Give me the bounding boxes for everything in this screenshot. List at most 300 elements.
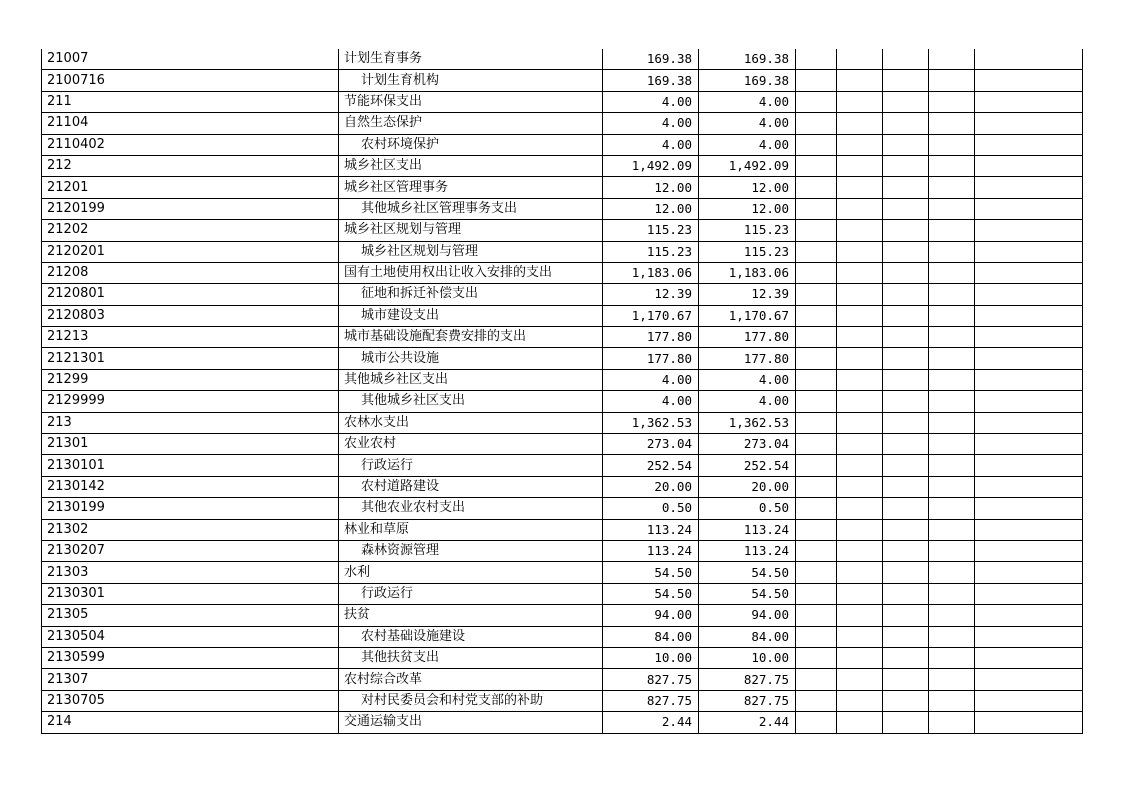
empty-cell (837, 476, 883, 497)
subject-code-cell: 2130705 (42, 690, 339, 711)
empty-cell (837, 669, 883, 690)
empty-cell (796, 412, 837, 433)
table-row (42, 434, 1083, 455)
empty-cell (796, 241, 837, 262)
subject-name-cell: 国有土地使用权出让收入安排的支出 (339, 262, 603, 283)
empty-cell (929, 241, 975, 262)
empty-cell (883, 348, 929, 369)
subject-name-cell: 农村综合改革 (339, 669, 603, 690)
table-row (42, 262, 1083, 283)
empty-cell (883, 155, 929, 176)
subject-code-cell: 2130207 (42, 540, 339, 561)
subject-name-cell: 林业和草原 (339, 519, 603, 540)
subject-code-cell: 2100716 (42, 70, 339, 91)
empty-cell (837, 369, 883, 390)
empty-cell (929, 498, 975, 519)
empty-cell (883, 669, 929, 690)
empty-cell (796, 562, 837, 583)
amount-cell: 0.50 (699, 498, 796, 519)
total-amount-cell: 827.75 (603, 690, 699, 711)
empty-cell (837, 220, 883, 241)
empty-cell (975, 348, 1083, 369)
empty-cell (975, 647, 1083, 668)
empty-cell (929, 712, 975, 733)
amount-cell: 20.00 (699, 476, 796, 497)
subject-code-cell: 21305 (42, 605, 339, 626)
subject-name-cell: 其他扶贫支出 (339, 647, 603, 668)
empty-cell (837, 434, 883, 455)
empty-cell (929, 669, 975, 690)
total-amount-cell: 20.00 (603, 476, 699, 497)
empty-cell (975, 113, 1083, 134)
empty-cell (837, 412, 883, 433)
empty-cell (837, 241, 883, 262)
empty-cell (929, 605, 975, 626)
amount-cell: 169.38 (699, 49, 796, 70)
amount-cell: 115.23 (699, 241, 796, 262)
empty-cell (837, 348, 883, 369)
empty-cell (929, 540, 975, 561)
total-amount-cell: 1,362.53 (603, 412, 699, 433)
empty-cell (796, 391, 837, 412)
empty-cell (883, 220, 929, 241)
empty-cell (929, 391, 975, 412)
empty-cell (837, 70, 883, 91)
empty-cell (975, 669, 1083, 690)
subject-code-cell: 2121301 (42, 348, 339, 369)
empty-cell (837, 605, 883, 626)
subject-code-cell: 214 (42, 712, 339, 733)
subject-name-cell: 计划生育事务 (339, 49, 603, 70)
empty-cell (883, 241, 929, 262)
empty-cell (883, 540, 929, 561)
empty-cell (883, 327, 929, 348)
empty-cell (975, 690, 1083, 711)
subject-name-cell: 其他城乡社区管理事务支出 (339, 198, 603, 219)
empty-cell (837, 562, 883, 583)
subject-code-cell: 2130599 (42, 647, 339, 668)
amount-cell: 177.80 (699, 348, 796, 369)
table-row (42, 49, 1083, 70)
empty-cell (883, 391, 929, 412)
empty-cell (883, 562, 929, 583)
subject-code-cell: 21201 (42, 177, 339, 198)
amount-cell: 273.04 (699, 434, 796, 455)
subject-name-cell: 其他农业农村支出 (339, 498, 603, 519)
empty-cell (929, 348, 975, 369)
empty-cell (796, 134, 837, 155)
total-amount-cell: 0.50 (603, 498, 699, 519)
subject-name-cell: 自然生态保护 (339, 113, 603, 134)
empty-cell (929, 70, 975, 91)
subject-code-cell: 2120803 (42, 305, 339, 326)
subject-name-cell: 其他城乡社区支出 (339, 391, 603, 412)
amount-cell: 54.50 (699, 583, 796, 604)
empty-cell (837, 262, 883, 283)
subject-name-cell: 城市建设支出 (339, 305, 603, 326)
empty-cell (929, 327, 975, 348)
empty-cell (796, 519, 837, 540)
empty-cell (929, 519, 975, 540)
empty-cell (883, 412, 929, 433)
total-amount-cell: 115.23 (603, 220, 699, 241)
amount-cell: 54.50 (699, 562, 796, 583)
amount-cell: 115.23 (699, 220, 796, 241)
total-amount-cell: 1,170.67 (603, 305, 699, 326)
empty-cell (929, 455, 975, 476)
empty-cell (796, 690, 837, 711)
empty-cell (929, 369, 975, 390)
subject-code-cell: 21208 (42, 262, 339, 283)
subject-name-cell: 农林水支出 (339, 412, 603, 433)
table-row (42, 712, 1083, 733)
subject-code-cell: 2120199 (42, 198, 339, 219)
empty-cell (837, 134, 883, 155)
amount-cell: 827.75 (699, 690, 796, 711)
amount-cell: 827.75 (699, 669, 796, 690)
empty-cell (975, 134, 1083, 155)
empty-cell (975, 605, 1083, 626)
subject-code-cell: 21307 (42, 669, 339, 690)
amount-cell: 12.39 (699, 284, 796, 305)
empty-cell (796, 476, 837, 497)
amount-cell: 4.00 (699, 369, 796, 390)
budget-table-page (41, 49, 1083, 734)
amount-cell: 12.00 (699, 198, 796, 219)
subject-name-cell: 交通运输支出 (339, 712, 603, 733)
table-row (42, 605, 1083, 626)
amount-cell: 252.54 (699, 455, 796, 476)
empty-cell (975, 177, 1083, 198)
table-row (42, 177, 1083, 198)
total-amount-cell: 113.24 (603, 540, 699, 561)
total-amount-cell: 4.00 (603, 113, 699, 134)
empty-cell (929, 647, 975, 668)
amount-cell: 1,492.09 (699, 155, 796, 176)
subject-code-cell: 21303 (42, 562, 339, 583)
empty-cell (796, 669, 837, 690)
empty-cell (883, 177, 929, 198)
amount-cell: 4.00 (699, 134, 796, 155)
empty-cell (883, 690, 929, 711)
empty-cell (883, 605, 929, 626)
empty-cell (837, 284, 883, 305)
amount-cell: 4.00 (699, 113, 796, 134)
subject-name-cell: 农村道路建设 (339, 476, 603, 497)
table-row (42, 669, 1083, 690)
empty-cell (975, 434, 1083, 455)
total-amount-cell: 12.39 (603, 284, 699, 305)
table-row (42, 198, 1083, 219)
empty-cell (883, 91, 929, 112)
subject-name-cell: 森林资源管理 (339, 540, 603, 561)
empty-cell (837, 690, 883, 711)
empty-cell (837, 583, 883, 604)
table-row (42, 113, 1083, 134)
total-amount-cell: 169.38 (603, 70, 699, 91)
subject-code-cell: 2130142 (42, 476, 339, 497)
empty-cell (929, 49, 975, 70)
empty-cell (929, 305, 975, 326)
table-row (42, 369, 1083, 390)
table-row (42, 626, 1083, 647)
table-row (42, 284, 1083, 305)
subject-code-cell: 21302 (42, 519, 339, 540)
empty-cell (975, 49, 1083, 70)
empty-cell (796, 177, 837, 198)
empty-cell (929, 134, 975, 155)
table-row (42, 391, 1083, 412)
total-amount-cell: 84.00 (603, 626, 699, 647)
amount-cell: 113.24 (699, 540, 796, 561)
subject-code-cell: 2130199 (42, 498, 339, 519)
empty-cell (796, 70, 837, 91)
empty-cell (837, 49, 883, 70)
empty-cell (975, 712, 1083, 733)
subject-code-cell: 2130504 (42, 626, 339, 647)
total-amount-cell: 113.24 (603, 519, 699, 540)
total-amount-cell: 177.80 (603, 327, 699, 348)
subject-name-cell: 对村民委员会和村党支部的补助 (339, 690, 603, 711)
subject-name-cell: 农业农村 (339, 434, 603, 455)
subject-code-cell: 21301 (42, 434, 339, 455)
amount-cell: 4.00 (699, 91, 796, 112)
empty-cell (975, 198, 1083, 219)
table-row (42, 540, 1083, 561)
subject-code-cell: 21299 (42, 369, 339, 390)
empty-cell (929, 690, 975, 711)
total-amount-cell: 4.00 (603, 91, 699, 112)
table-row (42, 519, 1083, 540)
amount-cell: 12.00 (699, 177, 796, 198)
total-amount-cell: 115.23 (603, 241, 699, 262)
total-amount-cell: 177.80 (603, 348, 699, 369)
empty-cell (837, 198, 883, 219)
empty-cell (796, 49, 837, 70)
table-row (42, 155, 1083, 176)
total-amount-cell: 169.38 (603, 49, 699, 70)
empty-cell (975, 391, 1083, 412)
empty-cell (929, 91, 975, 112)
empty-cell (975, 327, 1083, 348)
empty-cell (883, 49, 929, 70)
subject-name-cell: 城市基础设施配套费安排的支出 (339, 327, 603, 348)
table-row (42, 327, 1083, 348)
empty-cell (929, 220, 975, 241)
empty-cell (883, 647, 929, 668)
subject-code-cell: 21007 (42, 49, 339, 70)
total-amount-cell: 2.44 (603, 712, 699, 733)
total-amount-cell: 94.00 (603, 605, 699, 626)
empty-cell (837, 712, 883, 733)
table-row (42, 476, 1083, 497)
subject-code-cell: 21202 (42, 220, 339, 241)
amount-cell: 177.80 (699, 327, 796, 348)
empty-cell (883, 134, 929, 155)
total-amount-cell: 12.00 (603, 198, 699, 219)
amount-cell: 10.00 (699, 647, 796, 668)
subject-name-cell: 城市公共设施 (339, 348, 603, 369)
empty-cell (975, 583, 1083, 604)
total-amount-cell: 4.00 (603, 391, 699, 412)
total-amount-cell: 12.00 (603, 177, 699, 198)
empty-cell (837, 626, 883, 647)
empty-cell (975, 540, 1083, 561)
budget-expenditure-table (41, 49, 1083, 734)
empty-cell (837, 305, 883, 326)
empty-cell (883, 113, 929, 134)
subject-code-cell: 2120201 (42, 241, 339, 262)
empty-cell (929, 434, 975, 455)
empty-cell (796, 583, 837, 604)
total-amount-cell: 1,183.06 (603, 262, 699, 283)
empty-cell (796, 220, 837, 241)
amount-cell: 2.44 (699, 712, 796, 733)
table-row (42, 305, 1083, 326)
table-row (42, 348, 1083, 369)
empty-cell (883, 262, 929, 283)
empty-cell (975, 562, 1083, 583)
empty-cell (975, 305, 1083, 326)
total-amount-cell: 10.00 (603, 647, 699, 668)
empty-cell (929, 562, 975, 583)
empty-cell (975, 369, 1083, 390)
table-row (42, 220, 1083, 241)
empty-cell (929, 412, 975, 433)
total-amount-cell: 1,492.09 (603, 155, 699, 176)
subject-code-cell: 2120801 (42, 284, 339, 305)
total-amount-cell: 54.50 (603, 583, 699, 604)
subject-name-cell: 其他城乡社区支出 (339, 369, 603, 390)
empty-cell (796, 540, 837, 561)
empty-cell (796, 626, 837, 647)
empty-cell (975, 155, 1083, 176)
total-amount-cell: 4.00 (603, 134, 699, 155)
empty-cell (837, 455, 883, 476)
empty-cell (883, 305, 929, 326)
total-amount-cell: 273.04 (603, 434, 699, 455)
empty-cell (796, 498, 837, 519)
empty-cell (975, 220, 1083, 241)
total-amount-cell: 252.54 (603, 455, 699, 476)
amount-cell: 1,362.53 (699, 412, 796, 433)
empty-cell (837, 540, 883, 561)
amount-cell: 169.38 (699, 70, 796, 91)
empty-cell (837, 391, 883, 412)
amount-cell: 1,183.06 (699, 262, 796, 283)
empty-cell (929, 626, 975, 647)
empty-cell (796, 712, 837, 733)
empty-cell (796, 647, 837, 668)
empty-cell (975, 91, 1083, 112)
subject-name-cell: 城乡社区规划与管理 (339, 241, 603, 262)
empty-cell (837, 91, 883, 112)
table-row (42, 562, 1083, 583)
table-row (42, 583, 1083, 604)
empty-cell (883, 369, 929, 390)
amount-cell: 1,170.67 (699, 305, 796, 326)
empty-cell (975, 476, 1083, 497)
empty-cell (837, 113, 883, 134)
empty-cell (929, 284, 975, 305)
subject-name-cell: 行政运行 (339, 583, 603, 604)
subject-name-cell: 城乡社区管理事务 (339, 177, 603, 198)
empty-cell (796, 327, 837, 348)
table-row (42, 134, 1083, 155)
table-row (42, 241, 1083, 262)
empty-cell (837, 519, 883, 540)
empty-cell (975, 262, 1083, 283)
empty-cell (883, 284, 929, 305)
empty-cell (796, 369, 837, 390)
empty-cell (883, 712, 929, 733)
empty-cell (796, 284, 837, 305)
empty-cell (796, 155, 837, 176)
subject-code-cell: 2130101 (42, 455, 339, 476)
table-row (42, 455, 1083, 476)
empty-cell (883, 498, 929, 519)
total-amount-cell: 4.00 (603, 369, 699, 390)
table-row (42, 70, 1083, 91)
subject-name-cell: 水利 (339, 562, 603, 583)
empty-cell (929, 177, 975, 198)
empty-cell (796, 605, 837, 626)
subject-name-cell: 征地和拆迁补偿支出 (339, 284, 603, 305)
amount-cell: 4.00 (699, 391, 796, 412)
subject-code-cell: 2130301 (42, 583, 339, 604)
empty-cell (975, 412, 1083, 433)
empty-cell (975, 284, 1083, 305)
empty-cell (883, 626, 929, 647)
subject-name-cell: 城乡社区支出 (339, 155, 603, 176)
empty-cell (929, 262, 975, 283)
amount-cell: 94.00 (699, 605, 796, 626)
subject-code-cell: 21104 (42, 113, 339, 134)
empty-cell (883, 434, 929, 455)
total-amount-cell: 827.75 (603, 669, 699, 690)
empty-cell (929, 583, 975, 604)
empty-cell (837, 498, 883, 519)
subject-code-cell: 211 (42, 91, 339, 112)
empty-cell (796, 305, 837, 326)
subject-code-cell: 213 (42, 412, 339, 433)
empty-cell (975, 455, 1083, 476)
table-row (42, 412, 1083, 433)
empty-cell (883, 455, 929, 476)
amount-cell: 84.00 (699, 626, 796, 647)
subject-code-cell: 2129999 (42, 391, 339, 412)
empty-cell (796, 198, 837, 219)
total-amount-cell: 54.50 (603, 562, 699, 583)
subject-name-cell: 农村环境保护 (339, 134, 603, 155)
empty-cell (796, 348, 837, 369)
empty-cell (929, 155, 975, 176)
subject-name-cell: 农村基础设施建设 (339, 626, 603, 647)
empty-cell (796, 262, 837, 283)
empty-cell (883, 583, 929, 604)
empty-cell (929, 198, 975, 219)
subject-name-cell: 城乡社区规划与管理 (339, 220, 603, 241)
empty-cell (929, 113, 975, 134)
table-row (42, 91, 1083, 112)
empty-cell (837, 647, 883, 668)
subject-name-cell: 计划生育机构 (339, 70, 603, 91)
empty-cell (837, 177, 883, 198)
subject-code-cell: 21213 (42, 327, 339, 348)
empty-cell (837, 155, 883, 176)
empty-cell (883, 519, 929, 540)
empty-cell (883, 70, 929, 91)
